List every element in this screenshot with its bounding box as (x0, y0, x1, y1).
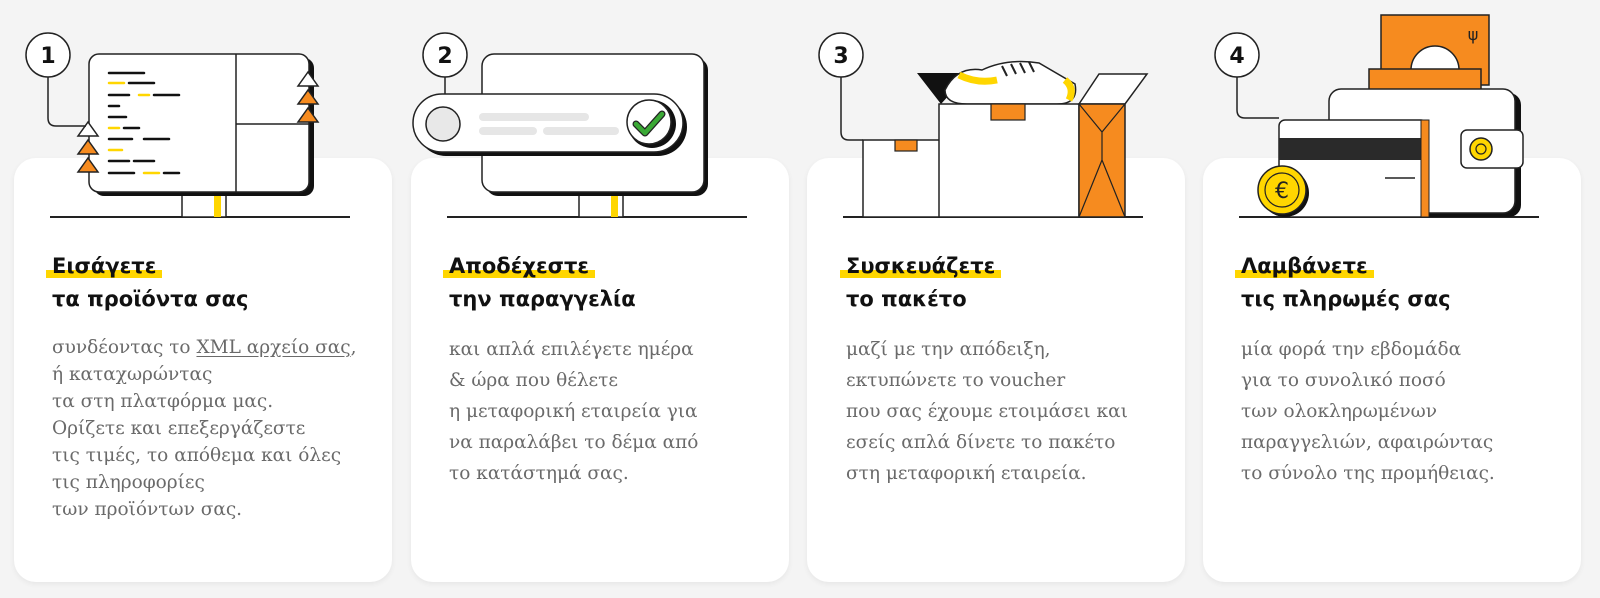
step-title-2-line2: την παραγγελία (449, 287, 636, 311)
svg-text:ψ: ψ (1467, 25, 1479, 44)
xml-file-link[interactable]: XML αρχείο σας (196, 337, 351, 358)
step-desc-1-post: , ή καταχωρώντας τα στη πλατφόρμα μας. Ορίζετε και επεξεργάζεστε τις τιμές, το απόθεμα και όλες τις πληροφορίες των προϊόντων σας. (52, 337, 357, 520)
order-accept-toggle-icon (411, 0, 809, 222)
product-list-board-icon (14, 0, 412, 222)
step-desc-1-pre: συνδέοντας το (52, 337, 197, 358)
step-number-2: 2 (437, 44, 453, 69)
step-title-3-line2: το πακέτο (846, 287, 967, 311)
step-title-4 (1241, 250, 1561, 316)
step-number-4: 4 (1229, 44, 1245, 69)
step-title-2 (449, 250, 769, 316)
step-desc-1 (52, 334, 362, 523)
step-title-4-line2: τις πληρωμές σας (1241, 287, 1451, 311)
step-title-1-line2: τα προϊόντα σας (52, 287, 249, 311)
package-box-shoe-icon (807, 0, 1205, 222)
step-number-1: 1 (40, 44, 56, 69)
step-title-2-line1: Αποδέχεστε (443, 254, 595, 278)
step-title-1-line1: Εισάγετε (46, 254, 162, 278)
step-number-3: 3 (833, 44, 849, 69)
step-desc-2: και απλά επιλέγετε ημέρα & ώρα που θέλετε η μεταφορική εταιρεία για να παραλάβει το δέμα από το κατάστημά σας. (449, 339, 699, 484)
step-title-3-line1: Συσκευάζετε (840, 254, 1001, 278)
step-desc-3: μαζί με την απόδειξη, εκτυπώνετε το voucher που σας έχουμε ετοιμάσει και εσείς απλά δίνετε το πακέτο στη μεταφορική εταιρεία. (846, 339, 1128, 484)
step-title-1 (52, 250, 372, 316)
step-title-4-line1: Λαμβάνετε (1235, 254, 1374, 278)
step-title-3 (846, 250, 1166, 316)
wallet-payment-icon (1203, 0, 1600, 222)
svg-text:€: € (1275, 179, 1289, 204)
step-desc-4: μία φορά την εβδομάδα για το συνολικό ποσό των ολοκληρωμένων παραγγελιών, αφαιρώντας το σύνολο της προμήθειας. (1241, 339, 1495, 484)
